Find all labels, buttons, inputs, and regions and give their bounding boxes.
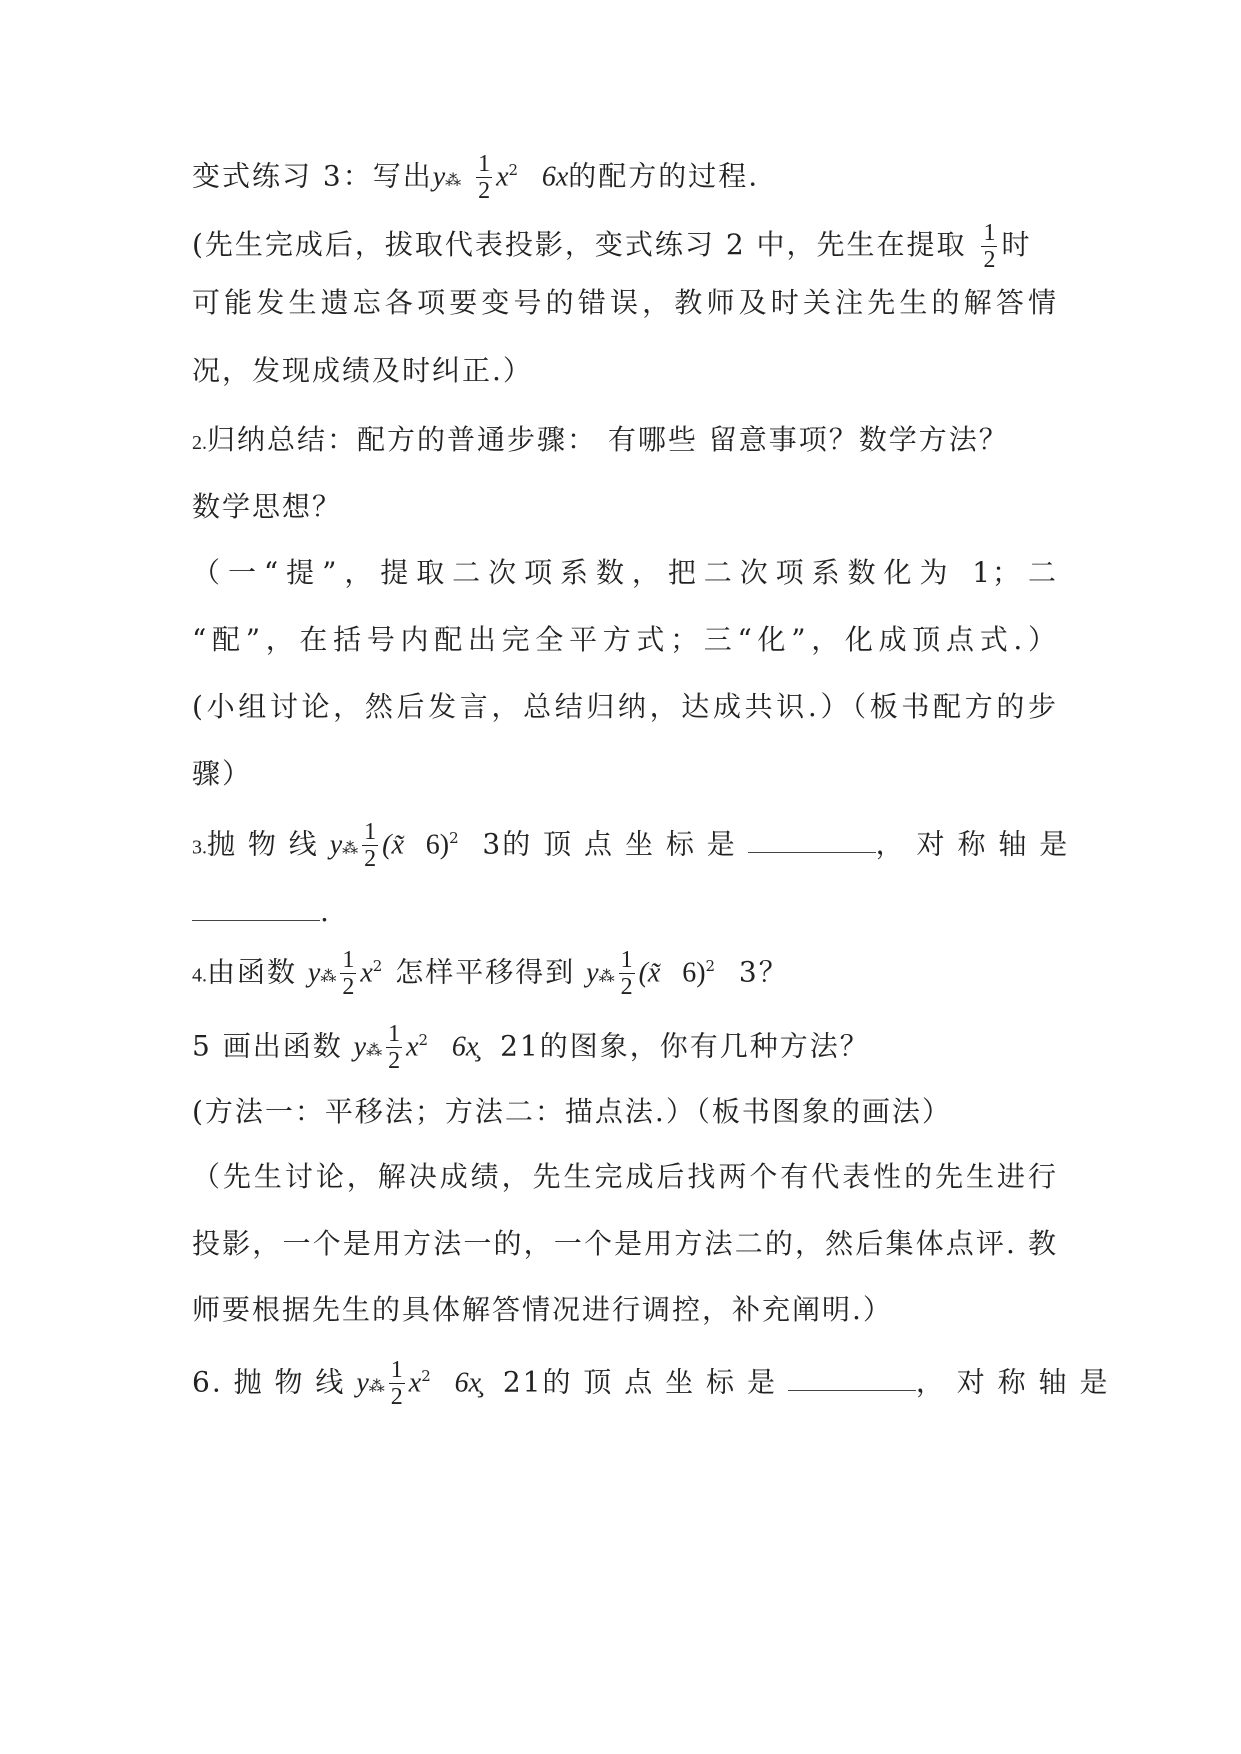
text: 的配方的过程. xyxy=(568,159,760,193)
text: 21的图象，你有几种方法？ xyxy=(500,1029,870,1063)
fraction: $\frac{1}{2}$ xyxy=(983,220,996,273)
exercise-3-line xyxy=(192,150,1058,204)
practice-line-1: （先生讨论，解决成绩，先生完成后找两个有代表性的先生进行 xyxy=(192,1160,1058,1193)
answer-blank[interactable] xyxy=(192,894,320,921)
text: 时 xyxy=(1001,228,1032,261)
text: ， 对 称 轴 是 xyxy=(875,827,1070,861)
question-4-line: 4.由函数 y⁂ $\frac{1}{2}$ $x^2$ 怎样平移得到 y⁂ $\frac{1}{2}$ (x̃ 6)$^2$ 3？ xyxy=(192,947,789,1001)
math-y: y xyxy=(432,161,446,193)
text: ， 对 称 轴 是 xyxy=(915,1365,1110,1399)
item-number: 3. xyxy=(192,836,207,859)
text: 变式练习 3：写出 xyxy=(192,159,433,193)
fraction: $\frac{1}{2}$ xyxy=(388,1021,401,1075)
fraction: $\frac{1}{2}$ xyxy=(364,819,377,873)
practice-line-2: 投影，一个是用方法一的，一个是用方法二的，然后集体点评. 教 xyxy=(192,1227,1058,1260)
math-x: x xyxy=(496,161,509,193)
discussion-line-2: 骤） xyxy=(192,757,253,790)
text: 6. 抛 物 线 xyxy=(192,1365,346,1399)
item-number: 2. xyxy=(192,432,207,454)
question-3-line-2: . xyxy=(192,892,1058,932)
math-y: y xyxy=(329,829,343,861)
methods-line: (方法一：平移法；方法二：描点法.）（板书图象的画法） xyxy=(192,1095,952,1128)
question-3-line: 3.抛 物 线 y⁂ $\frac{1}{2}$ (x̃ 6)$^2$ 3的 顶 点 坐 标 是 ， 对 称 轴 是 xyxy=(192,819,1070,873)
note-line-4: 况，发现成绩及时纠正.） xyxy=(192,354,533,387)
summary-line-2: 数学思想？ xyxy=(192,490,343,523)
fraction: $\frac{1}{2}$ xyxy=(478,151,491,205)
item-number: 4. xyxy=(192,964,207,987)
text: 21的 顶 点 坐 标 是 xyxy=(502,1365,777,1399)
math-glyph: ⁂ xyxy=(445,172,462,190)
text: (先生完成后，拔取代表投影，变式练习 2 中，先生在提取 xyxy=(192,228,967,261)
summary-line xyxy=(192,420,1058,463)
fraction: $\frac{1}{2}$ xyxy=(390,1357,403,1411)
text: 由函数 xyxy=(207,955,298,989)
math-6x: 6x xyxy=(541,161,569,193)
text: 抛 物 线 xyxy=(207,827,319,861)
fraction: $\frac{1}{2}$ xyxy=(342,947,355,1001)
discussion-line: (小组讨论，然后发言，总结归纳，达成共识.）（板书配方的步 xyxy=(192,690,1058,723)
text: 归纳总结：配方的普通步骤： 有哪些 留意事项？数学方法？ xyxy=(207,423,1009,456)
text: 怎样平移得到 xyxy=(395,955,576,989)
answer-blank[interactable] xyxy=(748,826,876,853)
fraction: $\frac{1}{2}$ xyxy=(620,947,633,1001)
note-line-2 xyxy=(192,220,1058,273)
question-5-line: 5 画出函数 y⁂ $\frac{1}{2}$ $x^2$ 6x̧ 21的图象，你有几种方法？ xyxy=(192,1021,870,1075)
note-line-3: 可能发生遗忘各项要变号的错误，教师及时关注先生的解答情 xyxy=(192,286,1058,319)
practice-line-3: 师要根据先生的具体解答情况进行调控，补充阐明.） xyxy=(192,1293,893,1326)
text: 3？ xyxy=(738,955,789,989)
steps-line-2: “配”，在括号内配出完全平方式；三“化”，化成顶点式.） xyxy=(192,623,1058,656)
question-6-line: 6. 抛 物 线 y⁂ $\frac{1}{2}$ $x^2$ 6x̧ 21的 顶 点 坐 标 是 ， 对 称 轴 是 xyxy=(192,1357,1110,1411)
math-sup: 2 xyxy=(508,161,521,179)
text: 3的 顶 点 坐 标 是 xyxy=(482,827,737,861)
steps-line-1: （一“提”，提取二次项系数，把二次项系数化为 1；二 xyxy=(192,556,1058,589)
answer-blank[interactable] xyxy=(788,1364,916,1391)
text: 5 画出函数 xyxy=(192,1029,343,1063)
